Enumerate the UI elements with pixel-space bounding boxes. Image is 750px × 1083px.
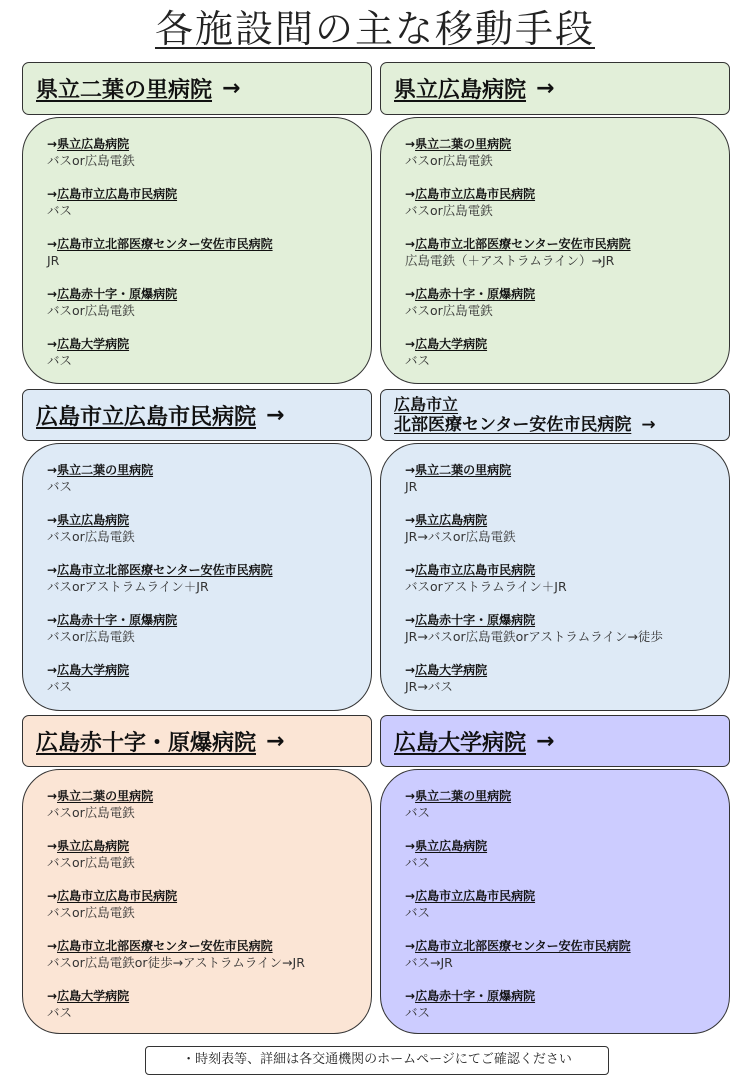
transport-mode: バス bbox=[47, 479, 73, 494]
route-entry bbox=[47, 136, 359, 169]
destination-link[interactable]: 広島市立広島市民病院 bbox=[57, 889, 178, 903]
route-entry bbox=[47, 286, 359, 319]
transport-mode: バスor広島電鉄or徒歩→アストラムライン→JR bbox=[47, 955, 305, 970]
arrow-icon: → bbox=[47, 563, 58, 577]
route-box-asa bbox=[380, 443, 730, 711]
section-header-daigaku bbox=[380, 715, 730, 767]
section-header-shimin bbox=[22, 389, 372, 441]
section-header-asa bbox=[380, 389, 730, 441]
destination-link[interactable]: 県立二葉の里病院 bbox=[415, 137, 512, 151]
transport-mode: バス bbox=[405, 855, 431, 870]
destination-link[interactable]: 広島赤十字・原爆病院 bbox=[415, 613, 536, 627]
route-entry bbox=[405, 562, 717, 595]
destination-link[interactable]: 広島市立北部医療センター安佐市民病院 bbox=[415, 939, 631, 953]
route-entry bbox=[47, 236, 359, 269]
route-entry bbox=[405, 236, 717, 269]
arrow-icon: → bbox=[47, 287, 58, 301]
arrow-icon: → bbox=[47, 663, 58, 677]
destination-link[interactable]: 県立広島病院 bbox=[415, 839, 488, 853]
footnote: ・時刻表等、詳細は各交通機関のホームページにてご確認ください bbox=[145, 1046, 609, 1075]
destination-link[interactable]: 広島市立広島市民病院 bbox=[415, 889, 536, 903]
arrow-icon: → bbox=[47, 989, 58, 1003]
transport-mode: バスor広島電鉄 bbox=[405, 203, 493, 218]
section-title: 広島市立広島市民病院 bbox=[36, 404, 257, 430]
arrow-icon: → bbox=[405, 187, 416, 201]
transport-mode: バス bbox=[405, 905, 431, 920]
arrow-icon: → bbox=[47, 789, 58, 803]
transport-mode: バス bbox=[47, 1005, 73, 1020]
destination-link[interactable]: 県立広島病院 bbox=[57, 513, 130, 527]
transport-mode: バス bbox=[47, 679, 73, 694]
route-entry bbox=[47, 512, 359, 545]
destination-link[interactable]: 広島大学病院 bbox=[415, 337, 488, 351]
arrow-icon: → bbox=[47, 613, 58, 627]
transport-mode: JR→バスor広島電鉄 bbox=[405, 529, 516, 544]
route-box-sekijuji bbox=[22, 769, 372, 1034]
transport-mode: バス bbox=[405, 353, 431, 368]
route-entry bbox=[405, 662, 717, 695]
arrow-icon: → bbox=[47, 187, 58, 201]
destination-link[interactable]: 県立二葉の里病院 bbox=[57, 463, 154, 477]
destination-link[interactable]: 広島赤十字・原爆病院 bbox=[57, 287, 178, 301]
route-entry bbox=[405, 612, 717, 645]
route-box-futaba bbox=[22, 117, 372, 384]
route-entry bbox=[47, 562, 359, 595]
transport-mode: バスor広島電鉄 bbox=[47, 805, 135, 820]
arrow-icon: → bbox=[405, 839, 416, 853]
route-entry bbox=[47, 788, 359, 821]
destination-link[interactable]: 広島市立北部医療センター安佐市民病院 bbox=[415, 237, 631, 251]
arrow-icon: → bbox=[47, 137, 58, 151]
route-entry bbox=[47, 336, 359, 369]
route-entry bbox=[405, 186, 717, 219]
section-title-line1: 広島市立 bbox=[394, 395, 459, 414]
transport-mode: JR→バスor広島電鉄orアストラムライン→徒歩 bbox=[405, 629, 663, 644]
arrow-icon: → bbox=[405, 337, 416, 351]
route-entry bbox=[405, 512, 717, 545]
route-entry bbox=[47, 838, 359, 871]
destination-link[interactable]: 広島市立広島市民病院 bbox=[415, 187, 536, 201]
transport-mode: バスor広島電鉄 bbox=[47, 153, 135, 168]
section-header-kenritsu bbox=[380, 62, 730, 115]
route-entry bbox=[405, 336, 717, 369]
route-entry bbox=[47, 988, 359, 1021]
section-title: 県立広島病院 bbox=[394, 78, 527, 103]
arrow-icon: → bbox=[536, 728, 555, 754]
section-header-futaba bbox=[22, 62, 372, 115]
destination-link[interactable]: 広島市立広島市民病院 bbox=[415, 563, 536, 577]
route-entry bbox=[405, 938, 717, 971]
section-title: 広島赤十字・原爆病院 bbox=[36, 730, 257, 756]
section-title: 県立二葉の里病院 bbox=[36, 78, 213, 103]
transport-mode: バスorアストラムライン＋JR bbox=[405, 579, 567, 594]
route-entry bbox=[47, 662, 359, 695]
arrow-icon: → bbox=[405, 663, 416, 677]
arrow-icon: → bbox=[47, 513, 58, 527]
section-header-sekijuji bbox=[22, 715, 372, 767]
arrow-icon: → bbox=[266, 728, 285, 754]
route-entry bbox=[405, 888, 717, 921]
destination-link[interactable]: 広島大学病院 bbox=[57, 989, 130, 1003]
arrow-icon: → bbox=[536, 76, 555, 101]
destination-link[interactable]: 広島大学病院 bbox=[57, 663, 130, 677]
transport-mode: JR→バス bbox=[405, 679, 453, 694]
transport-mode: バスorアストラムライン＋JR bbox=[47, 579, 209, 594]
destination-link[interactable]: 広島市立広島市民病院 bbox=[57, 187, 178, 201]
transport-mode: 広島電鉄（＋アストラムライン）→JR bbox=[405, 253, 615, 268]
destination-link[interactable]: 広島市立北部医療センター安佐市民病院 bbox=[57, 563, 273, 577]
route-entry bbox=[405, 988, 717, 1021]
transport-mode: バス bbox=[405, 1005, 431, 1020]
route-entry bbox=[47, 888, 359, 921]
arrow-icon: → bbox=[405, 287, 416, 301]
transport-mode: バスor広島電鉄 bbox=[405, 303, 493, 318]
arrow-icon: → bbox=[222, 76, 241, 101]
transport-mode: JR bbox=[405, 479, 418, 494]
destination-link[interactable]: 広島市立北部医療センター安佐市民病院 bbox=[57, 939, 273, 953]
arrow-icon: → bbox=[405, 463, 416, 477]
arrow-icon: → bbox=[405, 889, 416, 903]
transport-mode: バスor広島電鉄 bbox=[47, 529, 135, 544]
transport-mode: バスor広島電鉄 bbox=[47, 629, 135, 644]
destination-link[interactable]: 広島赤十字・原爆病院 bbox=[57, 613, 178, 627]
destination-link[interactable]: 県立広島病院 bbox=[57, 137, 130, 151]
transport-mode: バス→JR bbox=[405, 955, 453, 970]
route-entry bbox=[47, 186, 359, 219]
arrow-icon: → bbox=[47, 939, 58, 953]
arrow-icon: → bbox=[47, 337, 58, 351]
destination-link[interactable]: 広島大学病院 bbox=[57, 337, 130, 351]
destination-link[interactable]: 県立二葉の里病院 bbox=[415, 789, 512, 803]
route-entry bbox=[47, 612, 359, 645]
destination-link[interactable]: 広島市立北部医療センター安佐市民病院 bbox=[57, 237, 273, 251]
transport-mode: バスor広島電鉄 bbox=[47, 855, 135, 870]
route-entry bbox=[405, 838, 717, 871]
route-entry bbox=[405, 136, 717, 169]
transport-mode: バスor広島電鉄 bbox=[47, 303, 135, 318]
arrow-icon: → bbox=[405, 137, 416, 151]
arrow-icon: → bbox=[405, 989, 416, 1003]
route-entry bbox=[47, 462, 359, 495]
transport-mode: バスor広島電鉄 bbox=[405, 153, 493, 168]
arrow-icon: → bbox=[47, 889, 58, 903]
arrow-icon: → bbox=[47, 839, 58, 853]
arrow-icon: → bbox=[405, 939, 416, 953]
route-entry bbox=[405, 788, 717, 821]
section-title-line2: 北部医療センター安佐市民病院 bbox=[394, 415, 632, 435]
destination-link[interactable]: 県立広島病院 bbox=[57, 839, 130, 853]
destination-link[interactable]: 広島赤十字・原爆病院 bbox=[415, 287, 536, 301]
destination-link[interactable]: 広島大学病院 bbox=[415, 663, 488, 677]
destination-link[interactable]: 県立二葉の里病院 bbox=[57, 789, 154, 803]
arrow-icon: → bbox=[266, 402, 285, 428]
transport-mode: バスor広島電鉄 bbox=[47, 905, 135, 920]
arrow-icon: → bbox=[47, 463, 58, 477]
section-title: 広島大学病院 bbox=[394, 730, 527, 756]
route-entry bbox=[405, 286, 717, 319]
transport-mode: JR bbox=[47, 253, 60, 268]
arrow-icon: → bbox=[405, 563, 416, 577]
transport-mode: バス bbox=[47, 353, 73, 368]
route-box-shimin bbox=[22, 443, 372, 711]
destination-link[interactable]: 広島赤十字・原爆病院 bbox=[415, 989, 536, 1003]
arrow-icon: → bbox=[405, 789, 416, 803]
arrow-icon: → bbox=[405, 613, 416, 627]
arrow-icon: → bbox=[641, 415, 656, 435]
transport-mode: バス bbox=[405, 805, 431, 820]
destination-link[interactable]: 県立二葉の里病院 bbox=[415, 463, 512, 477]
transport-mode: バス bbox=[47, 203, 73, 218]
route-box-daigaku bbox=[380, 769, 730, 1034]
arrow-icon: → bbox=[405, 237, 416, 251]
route-box-kenritsu bbox=[380, 117, 730, 384]
destination-link[interactable]: 県立広島病院 bbox=[415, 513, 488, 527]
page-title: 各施設間の主な移動手段 bbox=[154, 7, 595, 51]
arrow-icon: → bbox=[405, 513, 416, 527]
route-entry bbox=[47, 938, 359, 971]
route-entry bbox=[405, 462, 717, 495]
arrow-icon: → bbox=[47, 237, 58, 251]
